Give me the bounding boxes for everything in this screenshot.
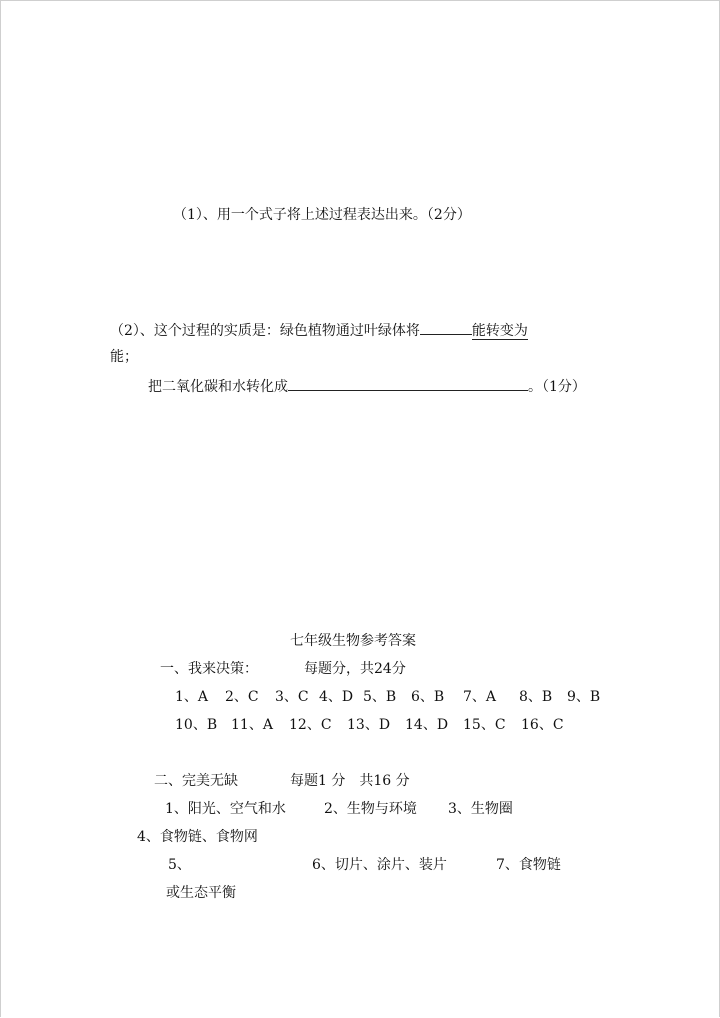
answer-blank-2	[288, 376, 528, 391]
answer-key-title: 七年级生物参考答案	[290, 633, 416, 649]
question-2-suffix: 能转变为	[471, 323, 528, 339]
answer-item: 9、B	[567, 689, 601, 705]
answer-item: 15、C	[463, 717, 506, 733]
answer-item: 1、A	[175, 689, 209, 705]
answer-item: 16、C	[521, 717, 564, 733]
section-2-answer-3: 3、生物圈	[448, 801, 513, 817]
section-2-answer-2: 2、生物与环境	[324, 801, 417, 817]
answer-item: 5、B	[363, 689, 397, 705]
answer-item: 4、D	[319, 689, 354, 705]
section-1-heading: 一、我来决策：	[160, 661, 258, 677]
answer-item: 14、D	[405, 717, 449, 733]
section-1-scoring: 每题分，共24分	[304, 661, 406, 677]
section-2-answer-7: 7、食物链	[496, 857, 561, 873]
section-2-answer-7-continued: 或生态平衡	[166, 885, 236, 901]
answer-item: 10、B	[175, 717, 218, 733]
question-2-line-3-suffix: 。（1分）	[528, 379, 586, 395]
answer-blank-1	[420, 320, 472, 335]
section-2-answer-6: 6、切片、涂片、装片	[312, 857, 447, 873]
answer-item: 7、A	[463, 689, 497, 705]
question-2-line-2: 能；	[110, 349, 138, 365]
section-2-heading: 二、完美无缺	[154, 773, 238, 789]
question-2-line-3-prefix: 把二氧化碳和水转化成	[148, 379, 288, 395]
section-2-scoring: 每题1 分 共16 分	[290, 773, 410, 789]
answer-item: 6、B	[411, 689, 445, 705]
section-1-answers-row-2	[175, 716, 571, 734]
section-2-answer-4: 4、食物链、食物网	[137, 829, 258, 845]
answer-item: 3、C	[275, 689, 309, 705]
question-2-line-1	[110, 320, 528, 340]
section-2-answer-1: 1、阳光、空气和水	[165, 801, 286, 817]
question-2-line-3	[148, 376, 586, 396]
question-2-prefix: （2）、这个过程的实质是：绿色植物通过叶绿体将	[110, 323, 420, 339]
answer-item: 12、C	[289, 717, 332, 733]
question-1: （1）、用一个式子将上述过程表达出来。（2分）	[173, 207, 471, 223]
answer-item: 8、B	[519, 689, 553, 705]
section-2-answer-5: 5、	[168, 857, 191, 873]
answer-item: 13、D	[347, 717, 391, 733]
answer-item: 11、A	[231, 717, 273, 733]
answer-item: 2、C	[225, 689, 259, 705]
section-1-answers-row-1	[175, 688, 607, 706]
